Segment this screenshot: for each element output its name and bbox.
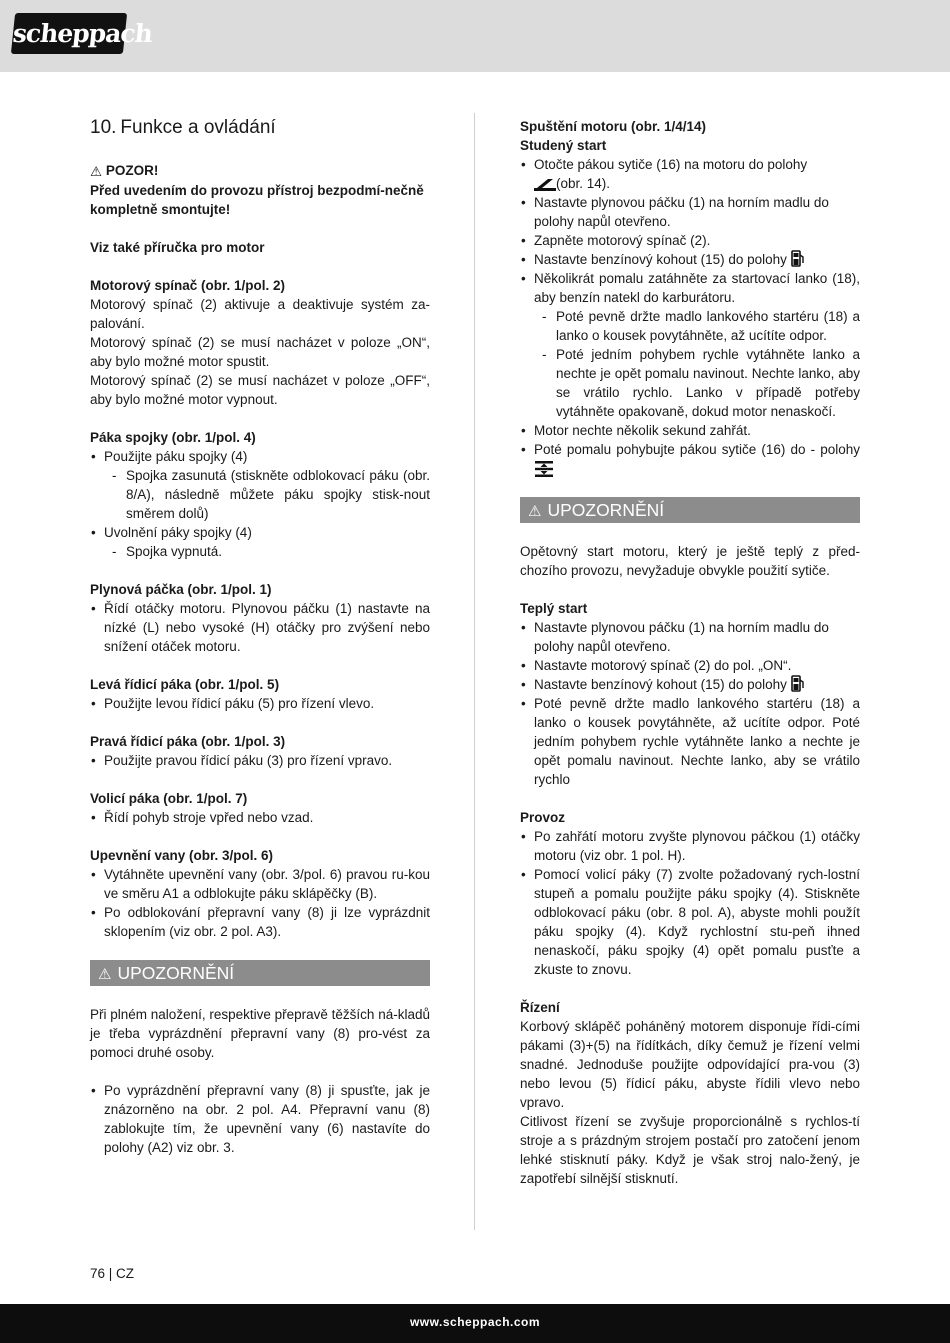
brand-logo: scheppach [11,13,127,54]
list-subitem: - Poté jedním pohybem rychle vytáhněte lanko a nechte je opět pomalu navinout. Nechte lanko, aby se vrátilo rychlo. Lanko v případě potřeby vytáhněte opakovaně, dokud motor nenaskočí. [520,345,860,421]
list-item: • Použijte pravou řídicí páku (3) pro řízení vpravo. [90,751,430,770]
choke-open-icon [534,461,554,477]
bucket-lock-list [90,865,430,941]
list-item: • Uvolnění páky spojky (4) [90,523,430,542]
cold-start-heading: Studený start [520,138,607,153]
list-item: • Pomocí volicí páky (7) zvolte požadovaný rych-lostní stupeň a pomalu použijte páku spojky (4). Stiskněte odblokovací páku (obr. 8 pol. A), abyste mohli použít páku spojky (4). Když rychlostní stu-peň ihned nenaskočí, páku spojky (4) opět pomalu pusťte a zkuste to znovu. [520,865,860,979]
section-title-text: Funkce a ovládání [120,117,276,138]
warning-label: UPOZORNĚNÍ [547,500,665,520]
caution-heading [90,161,430,181]
list-item: • Po odblokování přepravní vany (8) ji lze vyprázdnit sklopením (viz obr. 2 pol. A3). [90,903,430,941]
list-item: • Otočte pákou sytiče (16) na motoru do polohy (obr. 14). [520,155,860,193]
operation-heading: Provoz [520,810,566,825]
warning-text: Při plném naložení, respektive přepravě těžších ná-kladů je třeba vyprázdnění přepravní vany (8) pro-vést za pomoci druhé osoby. [90,1006,430,1060]
see-also-note: Viz také příručka pro motor [90,239,265,255]
section-number: 10. [90,117,117,138]
engine-start-heading: Spuštění motoru (obr. 1/4/14) [520,119,707,134]
throttle-list [90,599,430,656]
throttle-heading: Plynová páčka (obr. 1/pol. 1) [90,581,272,597]
list-item: • Nastavte benzínový kohout (15) do polohy [520,250,860,269]
list-item: • Řídí otáčky motoru. Plynovou páčku (1) nastavte na nízké (L) nebo vysoké (H) otáčky pro zvýšení nebo snížení otáček motoru. [90,599,430,656]
list-item: • Použijte levou řídicí páku (5) pro řízení vlevo. [90,694,430,713]
choke-closed-icon [534,177,556,191]
clutch-heading: Páka spojky (obr. 1/pol. 4) [90,429,256,445]
section-title [90,117,430,139]
list-subitem: - Spojka zasunutá (stiskněte odblokovací páku (obr. 8/A), následně můžete páku spojky stisk-nout směrem dolů) [90,466,430,523]
engine-switch-heading: Motorový spínač (obr. 1/pol. 2) [90,277,286,293]
left-lever-list [90,694,430,713]
left-column [90,117,430,1157]
list-item: • Několikrát pomalu zatáhněte za startovací lanko (18), aby benzín natekl do karburátoru. [520,269,860,307]
right-lever-list [90,751,430,770]
engine-switch-text-1: Motorový spínač (2) aktivuje a deaktivuje systém za-palování. [90,296,430,331]
operation-list [520,827,860,979]
warm-start-heading: Teplý start [520,601,588,616]
warning-triangle-icon: ⚠ [528,503,542,520]
list-subitem: - Poté pevně držte madlo lankového startéru (18) a lanko o kousek povytáhněte, až ucítíte odpor. [520,307,860,345]
list-item: • Poté pevně držte madlo lankového startéru (18) a lanko o kousek povytáhněte, až ucítíte odpor. Poté jedním pohybem rychle vytáhněte lanko a nechte je opět pomalu navinout. Nechte lanko, aby se vrátilo rychlo [520,694,860,789]
cold-start-list [520,155,860,478]
fuel-pump-icon [791,250,804,267]
list-item: • Nastavte plynovou páčku (1) na horním madlu do polohy napůl otevřeno. [520,193,860,231]
warning-triangle-icon: ⚠ [90,163,103,179]
final-list [90,1081,430,1157]
left-lever-heading: Levá řídicí páka (obr. 1/pol. 5) [90,676,280,692]
selector-list [90,808,430,827]
steering-text-2: Citlivost řízení se zvyšuje proporcionálně s rychlos-tí stroje a s prázdným strojem postačí pro zatočení jenom lehké stisknutí páky. Když je však stroj nalo-žený, je zapotřebí silnější stisknutí. [520,1114,860,1186]
warning-bar [90,960,430,986]
selector-heading: Volicí páka (obr. 1/pol. 7) [90,790,248,806]
right-column [520,117,860,1188]
caution-label: POZOR! [105,163,159,178]
warning-text: Opětovný start motoru, který je ještě teplý z před-chozího provozu, nevyžaduje obvykle použití sytiče. [520,544,860,578]
page-number: 76 | CZ [90,1266,135,1281]
fuel-pump-icon [791,675,804,692]
list-item: • Nastavte plynovou páčku (1) na horním madlu do polohy napůl otevřeno. [520,618,860,656]
caution-text: Před uvedením do provozu přístroj bezpodmí-nečně kompletně smontujte! [90,182,424,217]
list-item: • Motor nechte několik sekund zahřát. [520,421,860,440]
list-item: • Použijte páku spojky (4) [90,447,430,466]
warm-start-list [520,618,860,789]
clutch-list [90,447,430,561]
warning-bar [520,497,860,523]
list-item: • Po vyprázdnění přepravní vany (8) ji spusťte, jak je znázorněno na obr. 2 pol. A4. Přepravní vanu (8) zablokujte tím, že upevnění vany (6) nastavíte do polohy (A2) viz obr. 3. [90,1081,430,1157]
list-item: • Zapněte motorový spínač (2). [520,231,860,250]
engine-switch-text-3: Motorový spínač (2) se musí nacházet v poloze „OFF“, aby bylo možné motor vypnout. [90,372,430,407]
steering-heading: Řízení [520,1000,560,1015]
list-item: • Řídí pohyb stroje vpřed nebo vzad. [90,808,430,827]
bucket-lock-heading: Upevnění vany (obr. 3/pol. 6) [90,847,274,863]
list-item: • Poté pomalu pohybujte pákou sytiče (16) do - polohy [520,440,860,478]
list-subitem: - Spojka vypnutá. [90,542,430,561]
list-item: • Vytáhněte upevnění vany (obr. 3/pol. 6) pravou ru-kou ve směru A1 a odblokujte páku sklápěčky (B). [90,865,430,903]
steering-text-1: Korbový sklápěč poháněný motorem disponuje řídi-cími pákami (3)+(5) na řídítkách, díky čemuž je řízení velmi snadné. Jednoduše použijte odpovídající pra-vou (3) nebo levou (5) řídicí páku, abyste řídili vlevo nebo vpravo. [520,1019,860,1110]
warning-label: UPOZORNĚNÍ [117,962,235,983]
list-item: • Po zahřátí motoru zvyšte plynovou páčkou (1) otáčky motoru (viz obr. 1 pol. H). [520,827,860,865]
list-item: • Nastavte benzínový kohout (15) do polohy [520,675,860,694]
warning-triangle-icon: ⚠ [98,965,112,983]
footer-url[interactable]: www.scheppach.com [409,1315,541,1329]
engine-switch-text-2: Motorový spínač (2) se musí nacházet v poloze „ON“, aby bylo možné motor spustit. [90,334,430,369]
right-lever-heading: Pravá řídicí páka (obr. 1/pol. 3) [90,733,286,749]
list-item: • Nastavte motorový spínač (2) do pol. „ON“. [520,656,860,675]
column-divider [474,113,475,1230]
